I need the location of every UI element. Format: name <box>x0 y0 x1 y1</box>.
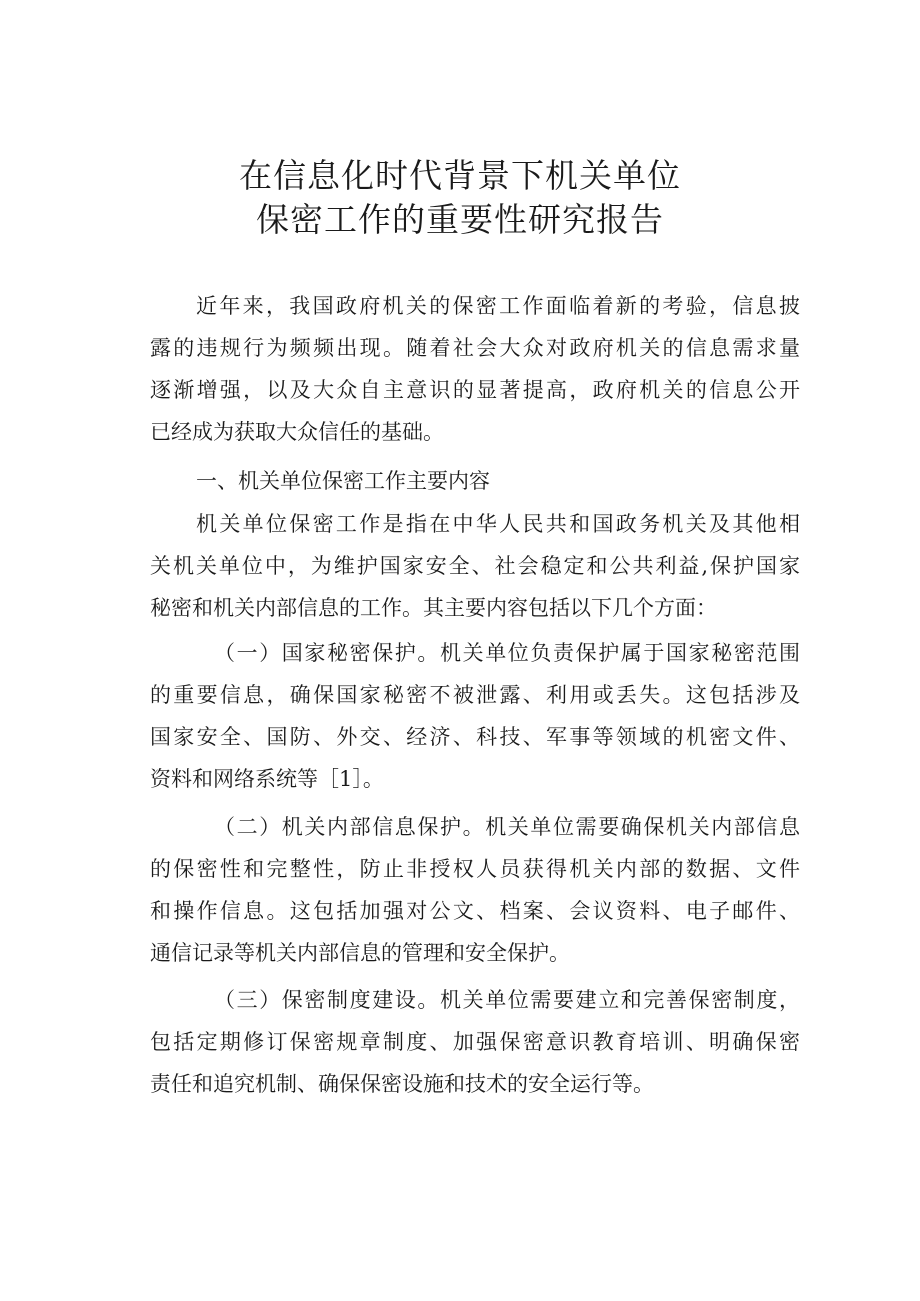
paragraph-line: 和操作信息。这包括加强对公文、档案、会议资料、电子邮件、 <box>150 899 800 923</box>
paragraph-line: 的重要信息，确保国家秘密不被泄露、利用或丢失。这包括涉及 <box>150 683 800 707</box>
paragraph-line: 已经成为获取大众信任的基础。 <box>150 420 444 444</box>
section-heading: 一、机关单位保密工作主要内容 <box>196 469 490 493</box>
definition-paragraph <box>150 503 800 629</box>
paragraph-line: 逐渐增强，以及大众自主意识的显著提高，政府机关的信息公开 <box>150 378 800 402</box>
paragraph-line: 国家安全、国防、外交、经济、科技、军事等领域的机密文件、 <box>150 725 800 749</box>
paragraph-line: 通信记录等机关内部信息的管理和安全保护。 <box>150 941 570 965</box>
paragraph-line: （三）保密制度建设。机关单位需要建立和完善保密制度， <box>214 988 800 1012</box>
document-title-line-1: 在信息化时代背景下机关单位 <box>239 156 681 195</box>
paragraph-line: 露的违规行为频频出现。随着社会大众对政府机关的信息需求量 <box>150 336 800 360</box>
paragraph-line: 关机关单位中，为维护国家安全、社会稳定和公共利益,保护国家 <box>150 554 800 578</box>
paragraph-line: （二）机关内部信息保护。机关单位需要确保机关内部信息 <box>214 815 800 839</box>
paragraph-line: 秘密和机关内部信息的工作。其主要内容包括以下几个方面： <box>150 596 717 620</box>
paragraph-line: （一）国家秘密保护。机关单位负责保护属于国家秘密范围 <box>214 641 800 665</box>
intro-paragraph <box>150 285 800 453</box>
paragraph-line: 资料和网络系统等［1］。 <box>150 767 384 791</box>
item-1-paragraph <box>150 632 800 800</box>
paragraph-line: 包括定期修订保密规章制度、加强保密意识教育培训、明确保密 <box>150 1030 800 1054</box>
paragraph-line: 近年来，我国政府机关的保密工作面临着新的考验，信息披 <box>196 294 800 318</box>
item-3-paragraph <box>150 979 800 1105</box>
item-2-paragraph <box>150 806 800 974</box>
document-title-line-2: 保密工作的重要性研究报告 <box>256 200 664 239</box>
paragraph-line: 的保密性和完整性，防止非授权人员获得机关内部的数据、文件 <box>150 857 800 881</box>
paragraph-line: 责任和追究机制、确保保密设施和技术的安全运行等。 <box>150 1072 654 1096</box>
paragraph-line: 机关单位保密工作是指在中华人民共和国政务机关及其他相 <box>196 512 800 536</box>
